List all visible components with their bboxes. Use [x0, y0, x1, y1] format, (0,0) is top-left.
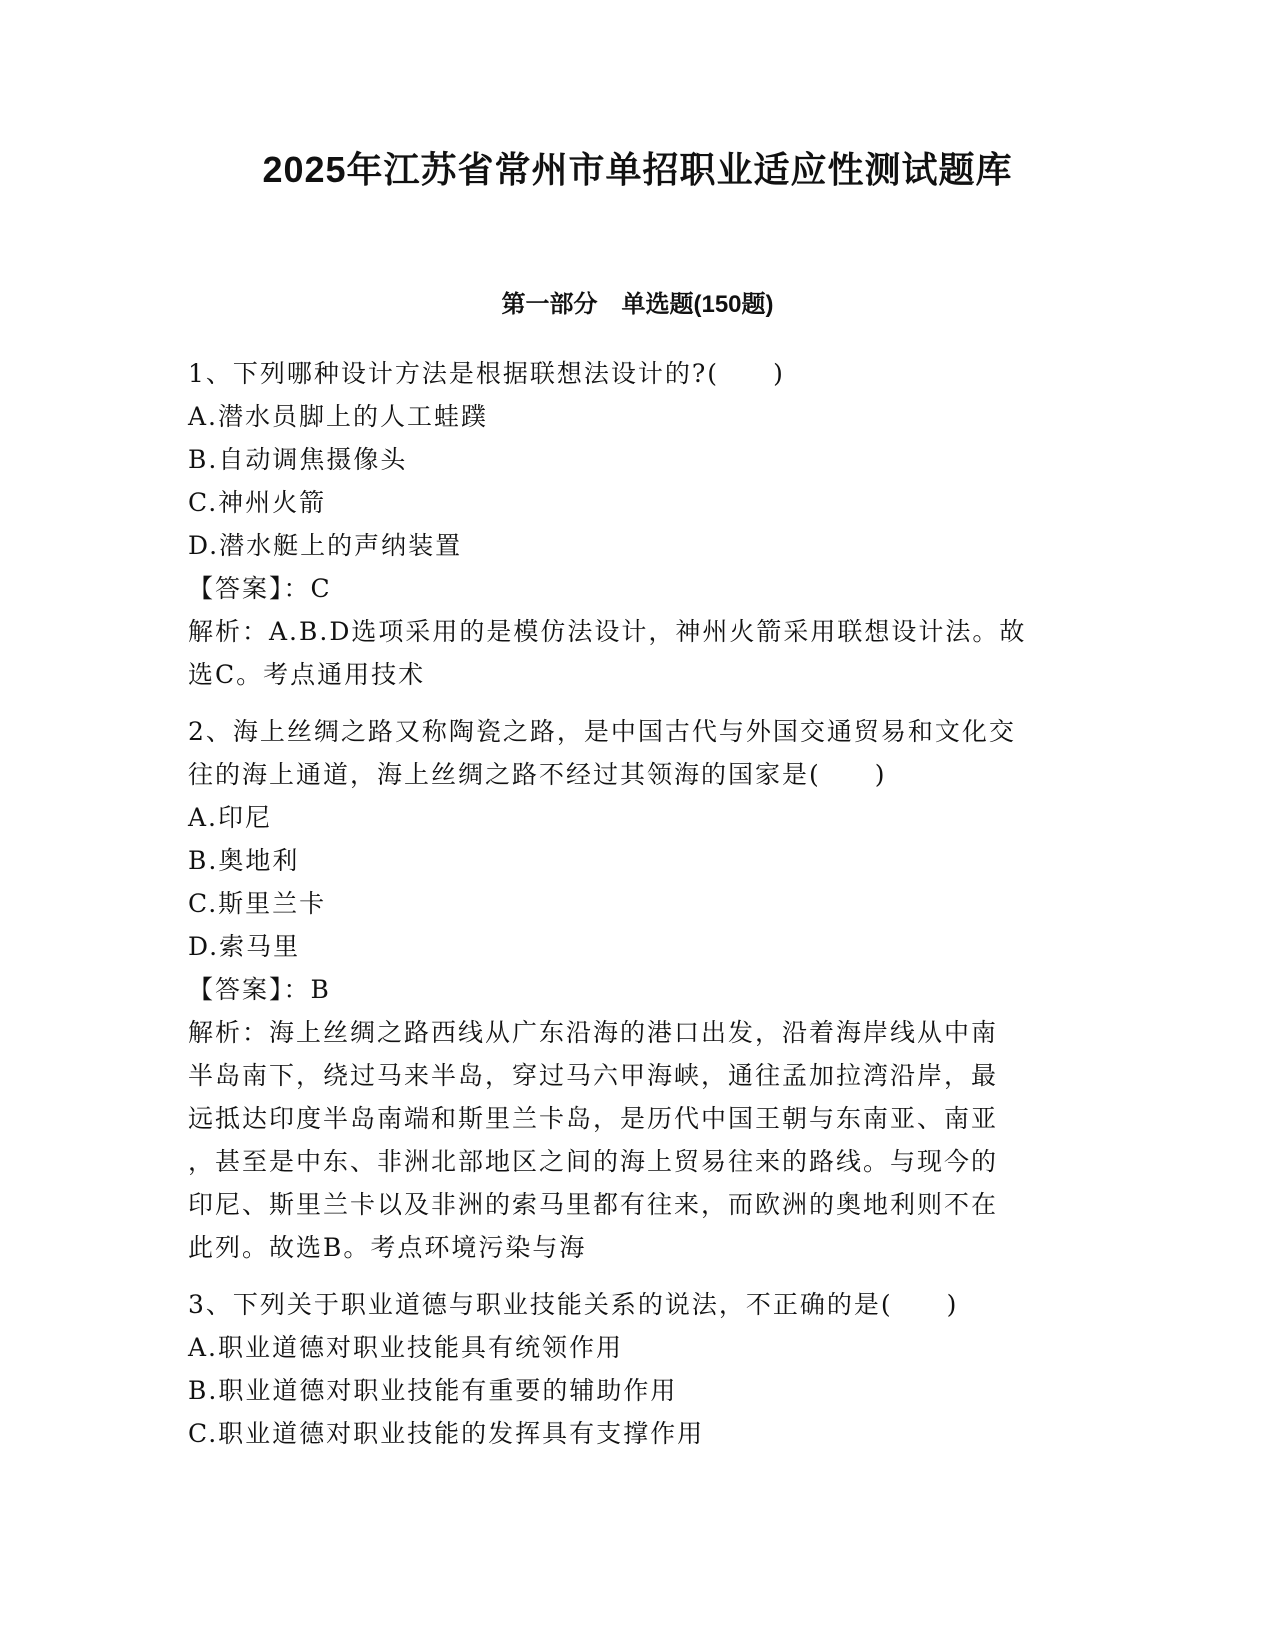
option-a: A.职业道德对职业技能具有统领作用 — [188, 1333, 624, 1362]
analysis-line: 此列。故选B。考点环境污染与海 — [188, 1233, 587, 1262]
question-stem-line: 往的海上通道，海上丝绸之路不经过其领海的国家是( ) — [188, 760, 887, 789]
question-1 — [188, 352, 1088, 696]
question-stem-line: 2、海上丝绸之路又称陶瓷之路，是中国古代与外国交通贸易和文化交 — [188, 717, 1016, 746]
option-c: C.职业道德对职业技能的发挥具有支撑作用 — [188, 1419, 705, 1448]
analysis — [188, 1011, 1088, 1269]
question-stem-line: 3、下列关于职业道德与职业技能关系的说法，不正确的是( ) — [188, 1290, 959, 1319]
option-b: B.职业道德对职业技能有重要的辅助作用 — [188, 1376, 678, 1405]
section-title: 第一部分 单选题(150题) — [501, 291, 774, 318]
question-stem — [188, 352, 1088, 395]
option-c: C.神州火箭 — [188, 488, 327, 517]
option-a: A.印尼 — [188, 803, 273, 832]
option-b: B.自动调焦摄像头 — [188, 445, 408, 474]
question-2 — [188, 710, 1088, 1269]
question-list — [188, 352, 1088, 1469]
analysis-line: 远抵达印度半岛南端和斯里兰卡岛，是历代中国王朝与东南亚、南亚 — [188, 1104, 999, 1133]
option-a: A.潜水员脚上的人工蛙蹼 — [188, 402, 489, 431]
analysis-line: 印尼、斯里兰卡以及非洲的索马里都有往来，而欧洲的奥地利则不在 — [188, 1190, 999, 1219]
option-d: D.索马里 — [188, 932, 301, 961]
question-3 — [188, 1283, 1088, 1455]
analysis-line: 选C。考点通用技术 — [188, 660, 426, 689]
analysis — [188, 610, 1088, 696]
answer: 【答案】：C — [188, 574, 332, 603]
question-stem — [188, 1283, 1088, 1326]
question-stem — [188, 710, 1088, 796]
option-b: B.奥地利 — [188, 846, 300, 875]
question-stem-line: 1、下列哪种设计方法是根据联想法设计的?( ) — [188, 359, 785, 388]
answer: 【答案】：B — [188, 975, 331, 1004]
option-c: C.斯里兰卡 — [188, 889, 327, 918]
analysis-line: ，甚至是中东、非洲北部地区之间的海上贸易往来的路线。与现今的 — [188, 1147, 999, 1176]
analysis-line: 解析：A.B.D选项采用的是模仿法设计，神州火箭采用联想设计法。故 — [188, 617, 1027, 646]
analysis-line: 半岛南下，绕过马来半岛，穿过马六甲海峡，通往孟加拉湾沿岸，最 — [188, 1061, 999, 1090]
option-d: D.潜水艇上的声纳装置 — [188, 531, 463, 560]
analysis-line: 解析：海上丝绸之路西线从广东沿海的港口出发，沿着海岸线从中南 — [188, 1018, 999, 1047]
document-title: 2025年江苏省常州市单招职业适应性测试题库 — [262, 149, 1013, 190]
